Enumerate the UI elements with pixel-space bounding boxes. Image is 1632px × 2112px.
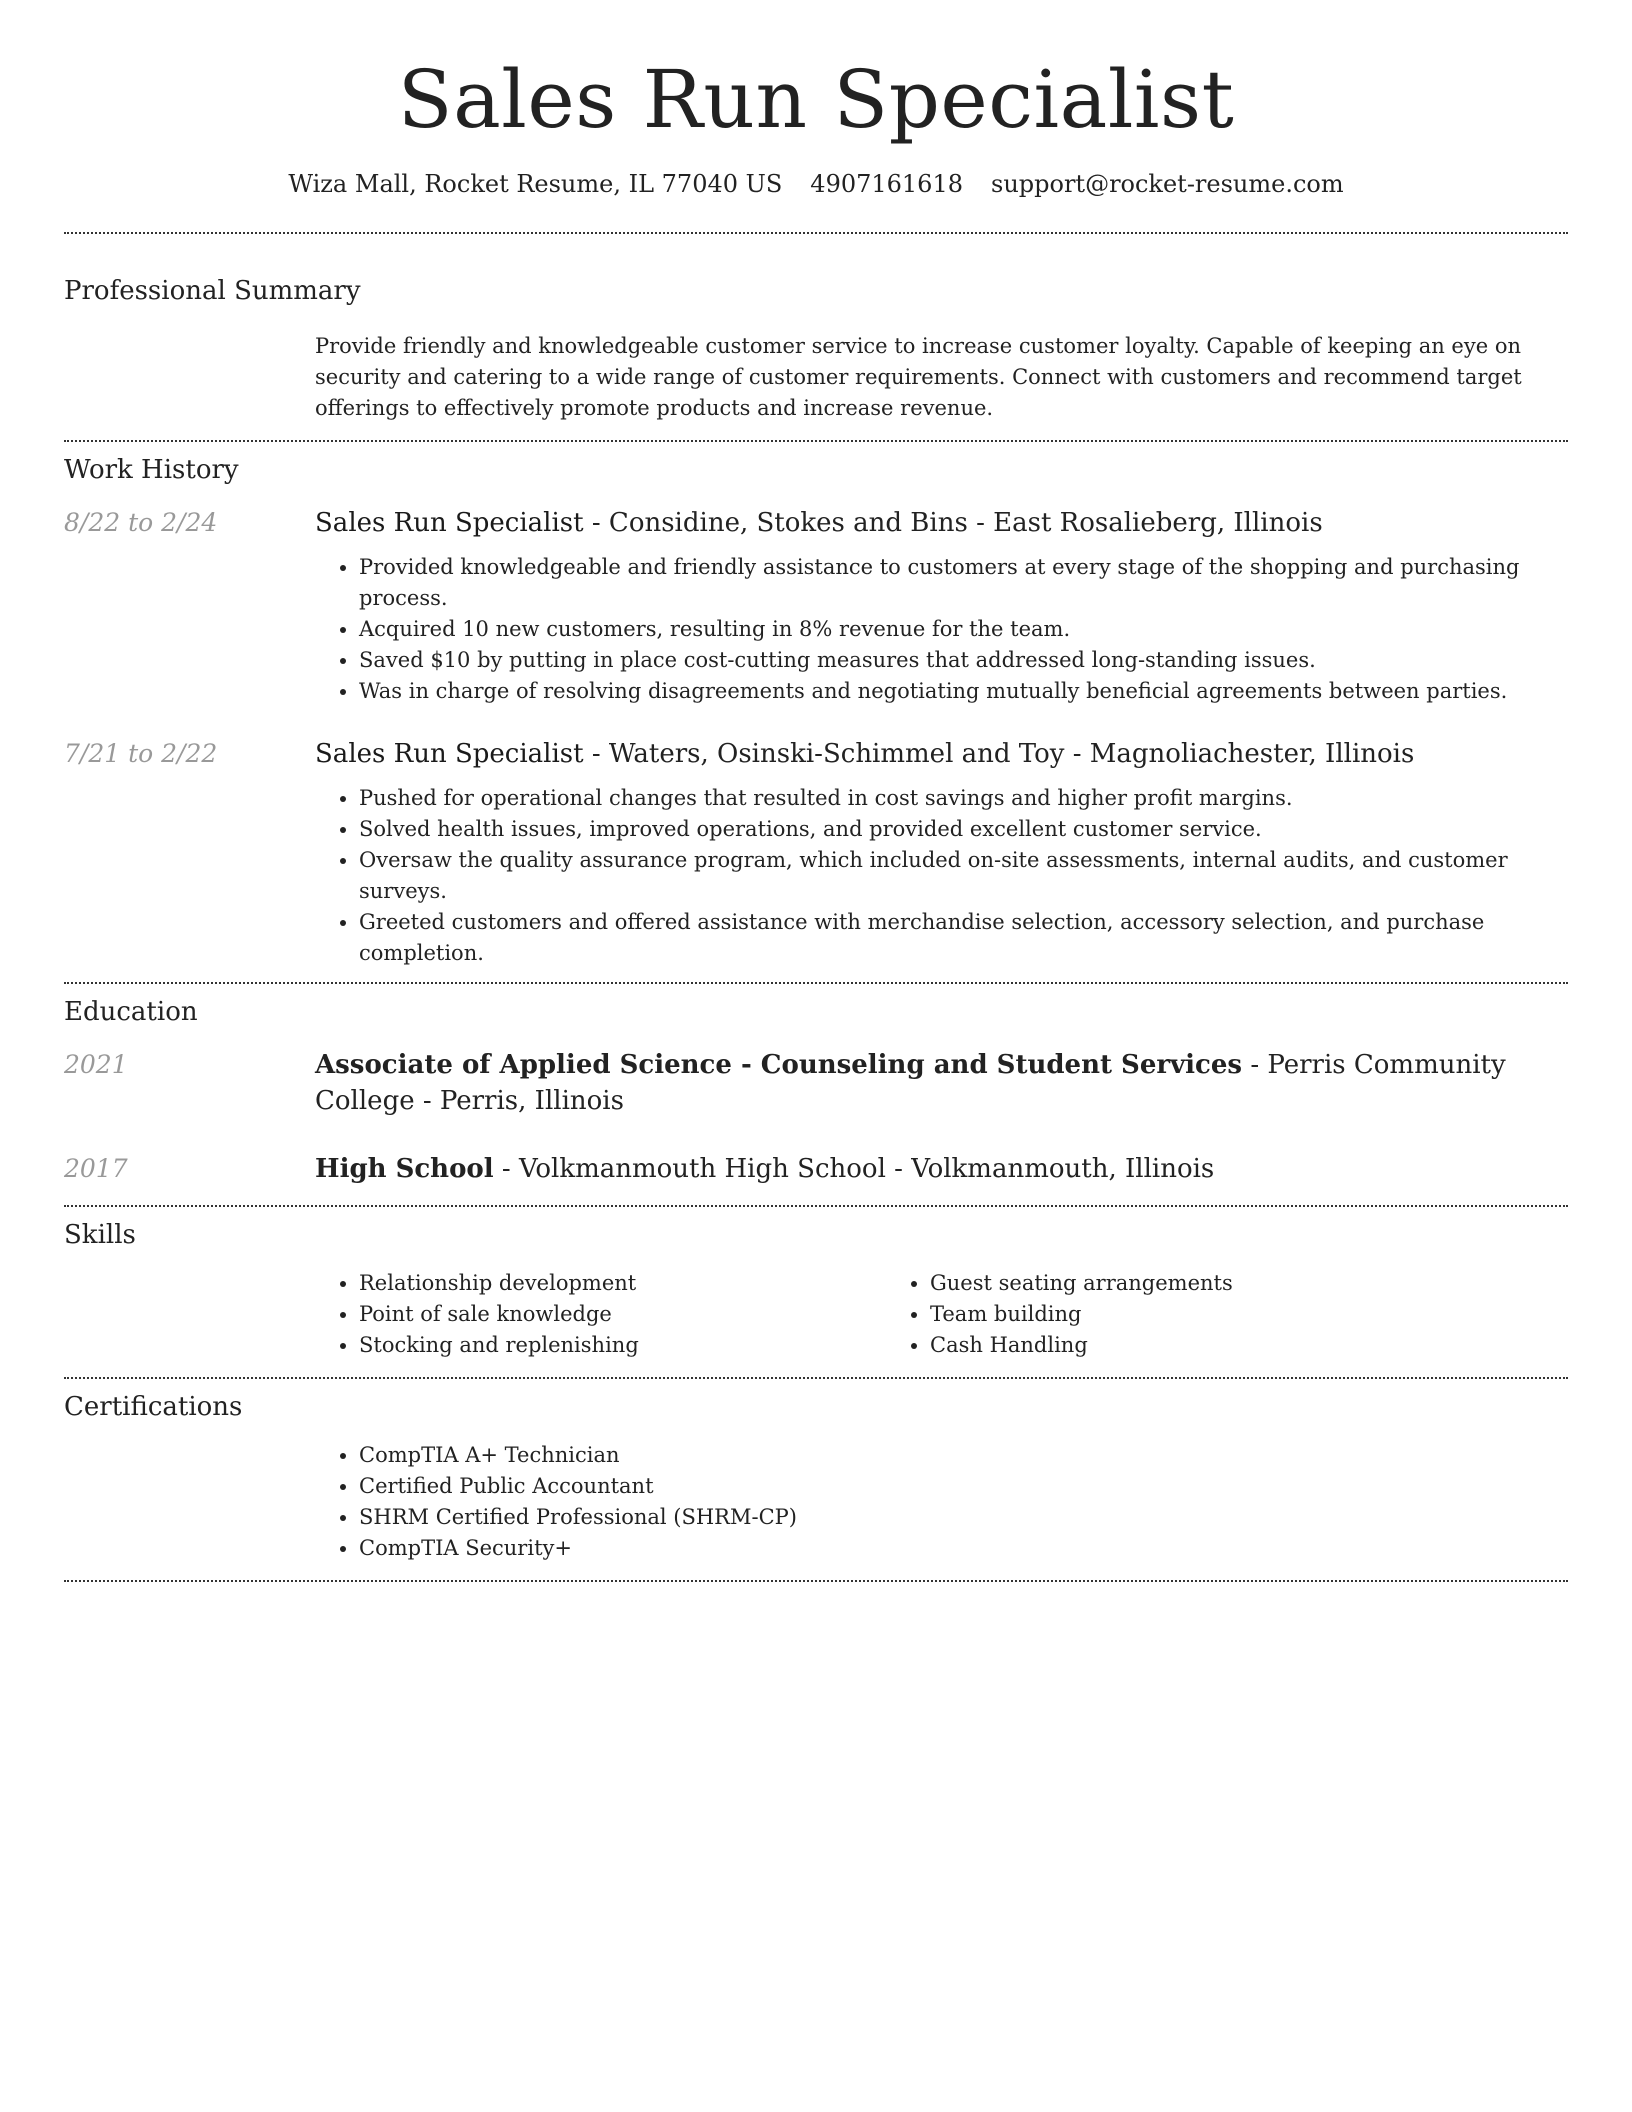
contact-line: [64, 170, 1568, 198]
education-entry: [64, 1151, 1568, 1187]
divider: [64, 1377, 1568, 1379]
job-bullets: [315, 552, 1568, 707]
certifications-list: [315, 1440, 1568, 1564]
divider: [64, 982, 1568, 984]
list-item: • Was in charge of resolving disagreements and negotiating mutually beneficial agreements between parties.: [359, 676, 1568, 707]
divider: [64, 1580, 1568, 1582]
skills-grid: [315, 1268, 1568, 1361]
education-degree: Associate of Applied Science - Counseling and Student Services: [315, 1050, 1243, 1080]
job-title: [315, 505, 1568, 541]
list-item: • Certified Public Accountant: [359, 1471, 1568, 1502]
list-item: • Greeted customers and offered assistance with merchandise selection, accessory selection, and purchase completion.: [359, 907, 1568, 969]
summary-text: Provide friendly and knowledgeable customer service to increase customer loyalty. Capable of keeping an eye on security and catering to a wide range of customer requirements. Connect with customers and recommend target offerings to effectively promote products and increase revenue.: [315, 334, 1522, 420]
list-item: • Provided knowledgeable and friendly assistance to customers at every stage of the shopping and purchasing process.: [359, 552, 1568, 614]
certifications-row: [64, 1440, 1568, 1564]
list-item: • Solved health issues, improved operations, and provided excellent customer service.: [359, 814, 1568, 845]
education-school: - Perris Community College - Perris, Illinois: [315, 1050, 1506, 1116]
job-dates: 8/22 to 2/24: [64, 508, 218, 537]
section-title-skills: Skills: [64, 1220, 136, 1250]
education-year: 2021: [64, 1050, 128, 1079]
education-year: 2017: [64, 1154, 128, 1183]
list-item: • Saved $10 by putting in place cost-cutting measures that addressed long-standing issues.: [359, 645, 1568, 676]
list-item: • Guest seating arrangements: [930, 1268, 1457, 1299]
job-title: [315, 736, 1568, 772]
education-section: [64, 997, 1568, 1187]
skills-list-left: [315, 1268, 886, 1361]
job-role: Sales Run Specialist: [315, 739, 584, 769]
summary-section: [64, 276, 1568, 424]
education-title: [315, 1047, 1568, 1119]
resume-name: Sales Run Specialist: [397, 53, 1235, 146]
list-item: • Cash Handling: [930, 1330, 1457, 1361]
contact-address: Wiza Mall, Rocket Resume, IL 77040 US: [288, 170, 783, 198]
list-item: • Relationship development: [359, 1268, 886, 1299]
certifications-section: [64, 1392, 1568, 1564]
education-school: - Volkmanmouth High School - Volkmanmouth, Illinois: [493, 1154, 1215, 1184]
skills-list-right: [886, 1268, 1457, 1361]
list-item: • CompTIA Security+: [359, 1533, 1568, 1564]
job-company: - Waters, Osinski-Schimmel and Toy - Magnoliachester, Illinois: [583, 739, 1415, 769]
divider: [64, 1205, 1568, 1207]
education-title: [315, 1151, 1568, 1187]
divider: [64, 232, 1568, 234]
section-title-education: Education: [64, 997, 198, 1027]
section-title-work: Work History: [64, 455, 239, 485]
job-dates: 7/21 to 2/22: [64, 739, 218, 768]
job-company: - Considine, Stokes and Bins - East Rosalieberg, Illinois: [583, 508, 1323, 538]
job-bullets: [315, 783, 1568, 969]
contact-email[interactable]: support@rocket-resume.com: [991, 170, 1344, 198]
section-title-certifications: Certifications: [64, 1392, 243, 1422]
list-item: • Point of sale knowledge: [359, 1299, 886, 1330]
section-title-summary: Professional Summary: [64, 276, 361, 306]
work-section: [64, 455, 1568, 969]
education-degree: High School: [315, 1154, 494, 1184]
skills-section: [64, 1220, 1568, 1361]
divider: [64, 440, 1568, 442]
education-entry: [64, 1047, 1568, 1119]
job-entry: [64, 505, 1568, 707]
contact-phone: 4907161618: [810, 170, 963, 198]
list-item: • CompTIA A+ Technician: [359, 1440, 1568, 1471]
list-item: • Acquired 10 new customers, resulting in 8% revenue for the team.: [359, 614, 1568, 645]
list-item: • Stocking and replenishing: [359, 1330, 886, 1361]
skills-row: [64, 1268, 1568, 1361]
list-item: • Pushed for operational changes that resulted in cost savings and higher profit margins.: [359, 783, 1568, 814]
list-item: • SHRM Certified Professional (SHRM-CP): [359, 1502, 1568, 1533]
list-item: • Team building: [930, 1299, 1457, 1330]
summary-row: [64, 331, 1568, 424]
resume-page: [64, 0, 1568, 1582]
job-entry: [64, 736, 1568, 969]
list-item: • Oversaw the quality assurance program, which included on-site assessments, internal audits, and customer surveys.: [359, 845, 1568, 907]
job-role: Sales Run Specialist: [315, 508, 584, 538]
